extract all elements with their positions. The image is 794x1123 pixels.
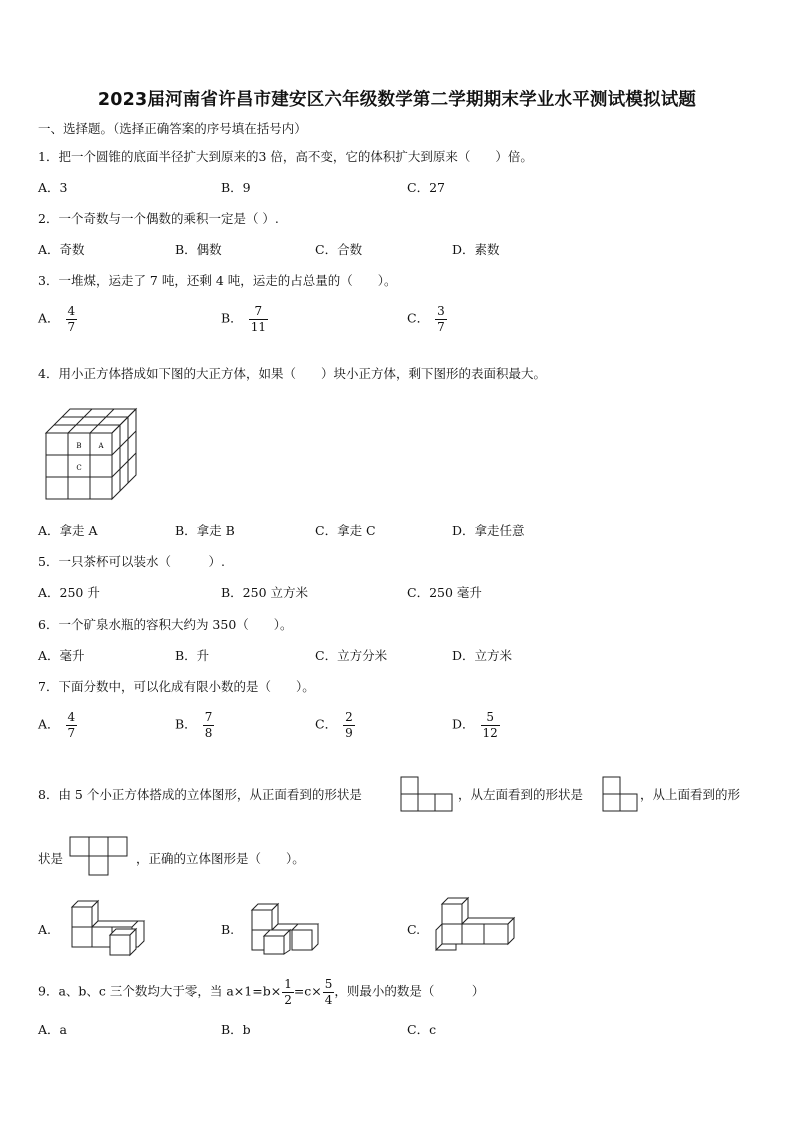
q2-option-c[interactable]: C．合数 bbox=[315, 242, 363, 257]
option-label: A． bbox=[38, 310, 60, 326]
q9-text-2: =c× bbox=[293, 983, 322, 999]
q2-option-b[interactable]: B．偶数 bbox=[175, 242, 222, 257]
fraction: $\frac{7}{11}$ bbox=[250, 304, 266, 334]
fraction: $\frac{1}{2}$ bbox=[284, 977, 292, 1007]
question-2: 2．一个奇数与一个偶数的乘积一定是（ ）. bbox=[38, 211, 279, 226]
cube-label-c: C bbox=[76, 464, 82, 472]
option-label: B． bbox=[221, 310, 243, 326]
solid-figure-a[interactable] bbox=[68, 897, 150, 957]
q8-option-c[interactable]: C. bbox=[407, 922, 421, 937]
question-3: 3．一堆煤，运走了 7 吨，还剩 4 吨，运走的占总量的（ ）。 bbox=[38, 273, 397, 288]
option-label: C． bbox=[315, 716, 338, 732]
q7-option-d[interactable] bbox=[452, 711, 500, 739]
question-9 bbox=[38, 978, 484, 1006]
question-4: 4．用小正方体搭成如下图的大正方体，如果（ ）块小正方体，剩下图形的表面积最大。 bbox=[38, 366, 546, 381]
fraction: $\frac{2}{9}$ bbox=[345, 710, 353, 740]
q1-option-a[interactable]: A．3 bbox=[38, 180, 68, 195]
fraction: $\frac{5}{4}$ bbox=[324, 977, 333, 1007]
q3-option-b[interactable] bbox=[221, 305, 268, 333]
left-view-shape bbox=[602, 776, 640, 812]
q7-option-b[interactable] bbox=[175, 711, 214, 739]
top-view-shape bbox=[69, 836, 131, 876]
question-6: 6．一个矿泉水瓶的容积大约为 350（ ）。 bbox=[38, 617, 293, 632]
fraction: $\frac{3}{7}$ bbox=[437, 304, 445, 334]
question-8-part-2: ，从左面看到的形状是 bbox=[458, 787, 584, 802]
cube-label-a: A bbox=[98, 442, 104, 450]
q7-option-a[interactable] bbox=[38, 711, 77, 739]
front-view-shape bbox=[400, 776, 456, 812]
q9-text-3: ，则最小的数是（ ） bbox=[334, 983, 485, 999]
cube-label-b: B bbox=[76, 442, 82, 450]
fraction: $\frac{5}{12}$ bbox=[482, 710, 498, 740]
section-heading: 一、选择题。（选择正确答案的序号填在括号内） bbox=[38, 121, 307, 136]
option-label: D． bbox=[452, 716, 475, 732]
q4-option-c[interactable]: C．拿走 C bbox=[315, 523, 376, 538]
solid-figure-b[interactable] bbox=[248, 900, 324, 956]
question-1: 1．把一个圆锥的底面半径扩大到原来的3 倍，高不变，它的体积扩大到原来（ ）倍。 bbox=[38, 149, 533, 164]
q7-option-c[interactable] bbox=[315, 711, 355, 739]
question-8-part-3: ，从上面看到的形 bbox=[640, 787, 741, 802]
option-label: A． bbox=[38, 716, 60, 732]
option-label: C． bbox=[407, 310, 430, 326]
q2-option-a[interactable]: A．奇数 bbox=[38, 242, 85, 257]
q4-option-d[interactable]: D．拿走任意 bbox=[452, 523, 525, 538]
q9-option-a[interactable]: A．a bbox=[38, 1022, 67, 1037]
question-8-part-5: ，正确的立体图形是（ ）。 bbox=[136, 851, 305, 866]
q6-option-d[interactable]: D．立方米 bbox=[452, 648, 513, 663]
question-5: 5．一只茶杯可以装水（ ）. bbox=[38, 554, 225, 569]
q6-option-a[interactable]: A．毫升 bbox=[38, 648, 85, 663]
q9-option-b[interactable]: B．b bbox=[221, 1022, 251, 1037]
question-8-part-1: 8．由 5 个小正方体搭成的立体图形，从正面看到的形状是 bbox=[38, 787, 362, 802]
page-title: 2023届河南省许昌市建安区六年级数学第二学期期末学业水平测试模拟试题 bbox=[97, 90, 697, 110]
q5-option-a[interactable]: A．250 升 bbox=[38, 585, 100, 600]
option-label: B． bbox=[175, 716, 197, 732]
q1-option-b[interactable]: B．9 bbox=[221, 180, 251, 195]
question-8-part-4: 状是 bbox=[38, 851, 64, 866]
q6-option-b[interactable]: B．升 bbox=[175, 648, 210, 663]
q8-option-a[interactable]: A. bbox=[38, 922, 52, 937]
q3-option-a[interactable] bbox=[38, 305, 77, 333]
q9-text-1: 9．a、b、c 三个数均大于零，当 a×1=b× bbox=[38, 983, 282, 999]
q1-option-c[interactable]: C．27 bbox=[407, 180, 445, 195]
q9-option-c[interactable]: C．c bbox=[407, 1022, 437, 1037]
q4-option-b[interactable]: B．拿走 B bbox=[175, 523, 235, 538]
q5-option-b[interactable]: B．250 立方米 bbox=[221, 585, 309, 600]
q4-option-a[interactable]: A．拿走 A bbox=[38, 523, 98, 538]
cube-3x3-figure bbox=[40, 403, 145, 503]
q2-option-d[interactable]: D．素数 bbox=[452, 242, 500, 257]
q8-option-b[interactable]: B. bbox=[221, 922, 235, 937]
q5-option-c[interactable]: C．250 毫升 bbox=[407, 585, 482, 600]
question-7: 7．下面分数中，可以化成有限小数的是（ ）。 bbox=[38, 679, 315, 694]
fraction: $\frac{7}{8}$ bbox=[204, 710, 213, 740]
fraction: $\frac{4}{7}$ bbox=[67, 710, 76, 740]
fraction: $\frac{4}{7}$ bbox=[67, 304, 76, 334]
solid-figure-c[interactable] bbox=[432, 896, 522, 956]
q6-option-c[interactable]: C．立方分米 bbox=[315, 648, 388, 663]
q3-option-c[interactable] bbox=[407, 305, 447, 333]
